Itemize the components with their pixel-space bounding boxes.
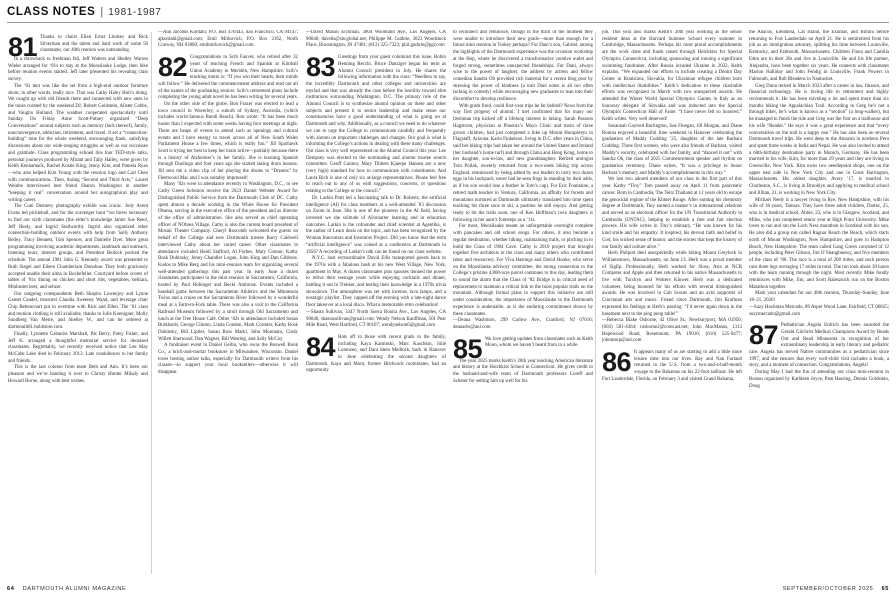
note-paragraph: We lost two adored members of our class in the first part of this year. Kathy “Tiny” Tom passed away on April 11 from pancreatic cancer. Born in Cambodia, The Teitz Thailand at 12 years old to escape the genocidal regime of the Khmer Rouge. After earning his chemistry degree at Dartmouth, Tiny earned a master’s in international relations and served as an electoral officer for the UN Transitional Authority in Cambodia (UNTAC), helping to establish a free and fair election process. His wife writes in Tiny’s obituary, “He was known for his kind smile and his empathy. It inspired, his devout faith and belief in God, his wicked sense of humor, and the stories that kept the history of our family and culture alive.” — [602, 177, 742, 250]
byline-paragraph: job. This year also marks Keith’s 20th year working as the senior resident dean at the Harvard Summer School every summer in Cambridge, Massachusetts. Perhaps his most proud accomplishments are the work done and funds raised through Hotchkiss for Special Olympics Connecticut, including sponsoring and running a significant swimming fundraiser. After Russia invaded Ukraine in 2022, Keith explains, “We expanded our efforts to include creating a Denim Day Center in Bratislava, Slovakia, for Ukrainian refugee children born with intellectual disabilities.” Keith’s dedication to these charitable efforts was recognized in March with two unexpected awards. He attended the Winter World Special Olympics Games in Italy as an honorary delegate of Slovakia and was inducted into the Special Olympics Connecticut Hall of Fame. “I have never felt so honored,” Keith writes. Very well deserved! — [602, 30, 742, 123]
column-6 — [749, 30, 889, 578]
entry-paragraph: Thanks to chairs Ellen Ernst Lindsey and Rick Silverman and the talent and hard work of some 50 classmates, our 40th reunion was outstanding. — [40, 35, 148, 54]
byline-paragraph: —Rebecca Blake Osborne, 42 Olive St., Newburyport, MA 01950; (603) 581-4364; rosborne2@comcast.net; John MacManus, 1313 Hopewood Road, Rosemount, PA 19010; (610) 525-9477; johnmacp@aol.com — [602, 318, 742, 344]
header-rule — [7, 22, 889, 23]
header-separator: | — [100, 6, 104, 18]
note-paragraph: Michael Neely is a lawyer living in Rye, New Hampshire, with his wife of 30 years, Tamara. They have three adult children, Dartez, 25, who is in medical school, Abbie, 23, who is in Glasgow, Scotland, and Miles, who just completed senior year at High Point University. Mike loves to run and ran the Loch Ness marathon in Scotland with his son. He also did a group run called Ragnar Reach the Beach, which starts north of Mount Washington, New Hampshire, and goes to Hampton Beach, New Hampshire. The team called Gang Green consisted of 12 people, including Peter Gibson, Jim O’Shaughnessy, and five members of the class of ’86. The race is a total of 200 miles, and each person runs three legs averaging 17 miles in total. The run took about 30 hours with the team running through the night. Most recently Mike fondly reminisces with Mike, Jim, and Scott Ralesznick run on the Boston Marathon together. — [749, 197, 889, 290]
class-year-numeral: 83 — [306, 52, 336, 83]
class-years-range: 1981-1987 — [108, 6, 162, 18]
byline-paragraph: to reconnect and reminisce, though in the thrill of the moment they were unable to introduce their new grads—more than enough for a future mini reunion in Turkey perhaps? For Dani’s son, Gabriel, among the highlights of the Dartmouth experience was the occasion workshop at the Hop, where he discovered a transformative creative outlet and forged strong, sometimes unexpected friendships. For Dani, always wise to the power of laughter, the address by actress and fellow comedian Sandra Oh provided rich material for a recent blog post by stressing the power of kindness (a trait Dani notes is all too often lacking in comedy) while encouraging new graduates to lean into their discomfort to develop resilience. — [453, 30, 593, 103]
note-paragraph: During May I had the fun of attending our class mini-reunion in Boston organized by Kathleen Joyce, Pam Haering, Dennis Goldstein, Doug — [749, 370, 889, 389]
section-header — [7, 4, 161, 20]
note-paragraph: N.Y.C. host extraordinaire David Ellis transported guests back to the 1970s with a fabulous bash at his new West Village, New York, apartment in May. A dozen classmates plus spouses donned the power to relive their teenage years while enjoying cocktails and dinner, battling it out in Trekker, and testing their knowledge in a 1970s trivia showdown. The atmosphere was set with incense, lava lamps, and a nostalgic playlist. They capped off the evening with a late-night dance floor takeover at a local disco. What a memorable retro celebration! — [306, 256, 446, 309]
byline-paragraph: —Deana Washburn, 299 Carlow Ave., Cranford, NJ 07016; deanadw@aol.com — [453, 318, 593, 330]
note-paragraph: The ‘81 tent was like the set from a high-end outdoor furniture shoot, in other words, really nice. That was Cathy Haley Hoit’s doing. We caught up with old friends there and connected with new ones in the tunes curated by the weekend DJ, Robert Goldstein, Alister Cobbs, and Vaughn Holland. The weather cooperated spectacularly until Sunday. On Friday Anne Scott-Putney organized “Deep Conversations” around subjects such as memory (lack thereof), family, nonconvergence, addiction, retirement, and travel. It set a “connection-building” tone for the whole weekend, encouraging frank, satisfying discussions about our wide-ranging struggles as well as our successes and gratitude. Class programming echoed this four TED-style talks, personal journeys produced by Mirant and Tally Halley, were given by Keith Kennamack, Rachel Kostie King, Jenny Kim, and Pamela Ryan—who also helped Kim Young with the reunion logo and Carl Chen with communications. Then, during “Second and Third Acts,” Laurel Weinbe interviewed best friend Sharon Washington in another “keeping it real” conversation around her autographical play and writing career. — [8, 83, 148, 203]
class-year-numeral: 82 — [158, 52, 188, 83]
note-paragraph: For most, Moosilauke meant an unforgettable overnight complete with pancakes and old school songs. For others, it also became a regular destination, whether hiking, maintaining trails, or pitching in to build the Class of 1984 Cave. Cathy is 2010 project that brought together five architects in the class and many others who contributed labor and resources). For Viva Hastings and David Hooke, who serve on the Moosilauke advisory committee, the strong connection to the College’s pristine 4,800-acre parcel continues to this day, leading them to sound the alarm that the Class of ‘82 Bridge is in critical need of replacement to maintain a critical link to the most popular trails on the mountain. Although formal plans to support this initiative are still under consideration, the importance of Moosilauke to the Dartmouth experience is undeniable, as is the enduring commitment shown by these classmates. — [453, 224, 593, 317]
left-page-number: 64 — [7, 586, 15, 592]
column-5 — [602, 30, 742, 578]
note-paragraph: The Cum Dermery photography exhibit was iconic. Jody Avent Evans led pickleball, and for the scavenger hunt “we threw necessary to find our sixth classmates (the elder’s knowledge Jamie Sue Reed, Jeff Healy, and Ingrid Stallworth). Ingrid also organized other connection-building outdoor events with help from Sally Anthony Reiley, Tracy Bennett, Tom Spencer, and Danielle Dyer. More great programming involving academic departments, landmark and outreach, listening tours, interest groups, and President Beilock pocked the schedule. The annual 1981 John G. Kennedy award was presented to Ruth Siegel and Eileen Chamberlain Donohue. They both graciously accepted unable their alma in Rockefeller. Courtyard before scores of tables of ‘81s dining on chicken and short ribs, vegetables, beltiara, Mlohnstet beer, and seltzer. — [8, 204, 148, 290]
note-paragraph: This is the last column from team Beth and Ann. It’s been our pleasure and we’re handing it over to Christy Hunter Mihaly and Howard Horne, along with best wishes. — [8, 365, 148, 384]
column-3 — [306, 30, 446, 578]
note-paragraph: Finally, Lynnette Cabaniss Marshall, Pat Berry, Patsy Fisher, and Jeff K. arranged a thoughtful memorial service for deceased classmates. Regrettably, we recently received notice that Lee May McCabe Lake died in February 2013. Late condolences to her family and friends. — [8, 331, 148, 364]
footer-left — [7, 586, 132, 592]
footer-right — [777, 586, 889, 592]
entry-paragraph: Greetings from your guest columnist this issue, Robin Henning Recchi. Bruce Danziger began his term as Alumni Council president in July. He shares the following information with the class: “Needless to say, the incredibly Dartmouth and other colleges and universities are myriad and that was already the case before the hostility toward elite institutions surrounding Washington, D.C. The primary role of the Alumni Council is to synthesize alumni opinion on these and other subjects and present it to senior leadership and make sense our constituencies have a good understanding of what is going on at Dartmouth and why. Additionally, as a council we need to do whatever we can to urge the College to communicate candidly and frequently with alumni on important challenges and changes. Our goal is what is informing the College’s actions in dealing with these many challenges. Our class is very well represented on the Alumni Council this year: Lee Dempsey was elected to the nominating and alumni trustee search committee. Geoff Connor, Mary Tibbets Kjaerpe Hansen are a new (very high) standard for how to communicate with constituents. And Laura Rich is one of only six at-large representatives. Please feel free to reach out to any of us with suggestions, concerns, or questions relating to the College or the council.” — [306, 55, 446, 195]
class-entry-84 — [306, 331, 446, 375]
column-4 — [453, 30, 593, 578]
column-divider — [151, 32, 152, 574]
note-paragraph: With grads fired, could first-year trips be far behind? News from the way first progeny of alumni: I met confirmed that for many our freshman trip kicked off a lifelong interest in hiking. Sarah Pearson Hagstrom, physician at Phoenix’s Mayo Clinic and mom of three grown children, had just completed a hike up Mount Humphreys in Flagstaff, Arizona. Karin Finkelson, living in D.C. after years in China, said her hiking trips had taken her around the United States and Ireland (her husband’s home turf) and through China and Hong Kong, home to her daughter, son-in-law, and new granddaughter. Retired urologist Tom Pollak, recently returned from a two-week hiking trip across England, reminisced by being added by our leaders to carry two dozen eggs in his backpack, never had he seen frogs in standing by their adds, as if his son would lose a feather in Tom’s cap). For Eric Fountaine, a retired math teacher in Ventura, California, an affinity for forests and mountains nurtured at Dartmouth ultimately translated into time spent teaching his three sons to ski, a pastime he still enjoys. And getting ready to hit the trails soon, one of Ken Hoffman’s twin daughters is following in her aunt’s footsteps as a ’11s. — [453, 103, 593, 223]
class-year-numeral: 87 — [749, 320, 779, 351]
publication-name: DARTMOUTH ALUMNI MAGAZINE — [22, 586, 127, 592]
class-year-numeral: 86 — [602, 347, 632, 378]
entry-paragraph: Pediatrician Angela Erdrich has been awarded the Gerald Gilchrist Medical Champions Award by Beads Out and Read Minnesota in recognition of her extraordinary leadership in early literacy and pediatric care. Angela has served Native communities as a pediatrician since 1997, and she ensures that every well-child visit includes a book, a story, and a moment of connection. Congratulations, Angela! — [749, 323, 889, 369]
byline-paragraph: the Abacos, Eleuthera, Cat Island, the Exumas, and Bimini before returning to Fort Lauderdale on April 21. He is semiretired from his job as an immigration attorney, splitting his time between Louisville, Kentucky, and Falmouth, Massachusetts. Children Fiona and Camilla Eden are in their 20s and live in Louisville. He and his life partner, Alejandra, have been together six years. He connects with classmates Marion Halliday and John Fendig in Louisville, Frank Powers in Falmouth, and Rob Bleadens in Nantucket. — [749, 30, 889, 82]
note-paragraph: Susannah Gaylord Burlington, Sue Finegan, Jill Morgan, and Diane Bonina enjoyed a beautiful June weekend in Hanover celebrating the graduation of Maddy Codding ’25, daughter of the late Barbara Codding. Three first women, who were also friends of Barbara, visited Maddy’s sorority, celebrated with her family, and “danced it out” with Sandra Oh, the class of 2025 Commencement speaker and rhythm on graduation ceremony. Diane writes, “It was a privilege to honor Barbara’s memory and Maddy’s accomplishments in this way.” — [602, 123, 742, 176]
class-year-numeral: 81 — [8, 32, 38, 62]
note-paragraph: In a throwback to freshman fall, Jeff Walters and Shelley Warren Wieler arranged for ‘81s to stay at the Moosilauke Lodge, then hike before reunion events started. Jeff later presented his revealing class survey. — [8, 57, 148, 83]
note-paragraph: Our outgoing corespondents Beth Shapiro Lowenjoy and Lynne Gamet Caudel, treasurer Claudia Sweeney Wand, and leverage chair Chip Bettencourt put in overtime with Rick and Ellen. The ‘81 class and reunion clothing is still available, thanks to Julie Koenigner, Molly Sundberg Van Metre, and Shelley W., and can be ordered at dartmouth81.holdstore.com. — [8, 291, 148, 331]
class-year-numeral: 84 — [306, 331, 336, 362]
class-year-numeral: 85 — [453, 333, 483, 364]
class-entry-87 — [749, 320, 889, 370]
class-entry-81 — [8, 32, 148, 62]
note-paragraph: Mark your calendars for our 40th reunion, Thursday–Sunday, June 18–21, 2026! — [749, 291, 889, 304]
entry-paragraph: Hats off to those with recent grads in the family, including Kaya Kaminski, Marc Kaschkin, Julie Lorenzen, and Dani Stein Medlock, back in Hanover in June celebrating the second daughters of Dartmouth. Kaya and Mom, former Hitchcock roommates, had an opportunity — [306, 334, 446, 374]
class-entry-82 — [158, 52, 298, 102]
class-entry-85 — [453, 333, 593, 364]
note-paragraph: On the other side of the globe, Bon Frazer was elected to lead a town council in Waverley, a suburb of Sydney, Australia, (which includes world-famous Bondi Beach). Bon wrote: “It has been much busier than I expected with some weeks having four meetings at night. There are heaps of events to attend such as openings and cultural events and I have energy to travel across all of New South Wales Parliament House a few times, which is really fun.” Jill Sparhawk Scott is trying her best to keep her brain active—partially because there is a history of Alzheimer’s in her family. She is learning Spanish through Duolingo and four years ago she started taking drum lessons. Jill sent me a video clip of her playing the drums to “Dreams” by Fleetwood Mac and I was suitably impressed! — [158, 102, 298, 181]
right-page-number: 65 — [881, 586, 889, 592]
column-1 — [8, 30, 148, 578]
section-title: CLASS NOTES — [7, 6, 96, 18]
entry-paragraph: Congratulations to Scib Fauver, who retired after 32 years of teaching French and Spanish at Kimball Union Academy in Meriden, New Hampshire. Scib’s teaching motto is: “If you win their hearts, their minds will follow.” He delivered the commencement address and read out all of the names of the graduating seniors. Scib’s retirement plans include completing the young adult novel he has been writing for several years. — [158, 55, 298, 101]
page-footer — [7, 583, 889, 595]
note-paragraph: Dr. Larkin Pratt led a fascinating talk to Dr. Roberts, the artificial intelligence (AI) for class members at a well-attended ’83 discussion on Zoom in June. She is one of the pioneers in the AI field, having invested we she solitude of AI/smarter learning and in education outcomes. Larkin is the cofounder and chief scientist at Agentika, is the author of Learn deals on the topic, and has been recognized by the Woman Innovators and Inventors Project. Did you know that the term “artificial intelligence” was coined at a conference at Dartmouth in 1956? A recording of Larkin’s talk can be found on our class website. — [306, 195, 446, 255]
class-entry-86 — [602, 347, 742, 384]
note-paragraph: The year 2025 marks Keith’s 20th year teaching American literature and history at the Hotchkiss School in Connecticut. He gives credit to the husband-and-wife team of Dartmouth professors Loreff and Scherer for setting him up well for his — [453, 358, 593, 384]
entry-paragraph: We love getting updates from classmates such as Keith Moon, whom we haven’t heard from in a while. — [485, 336, 593, 349]
note-paragraph: A fundraiser event in Daniel Gellin, who owns the Boswell Book Co., a brick-and-mortar bookstore in Milwaukee, Wisconsin. Daniel loves hosting author talks, especially for Dartmouth writers from his classes—so support your local booksellers—otherwise it will disappear. — [158, 343, 298, 376]
issue-date: SEPTEMBER/OCTOBER 2025 — [782, 586, 874, 592]
byline-paragraph: —Suzy Hochman Mercado, 89 Asper Wood Lane, Fairfield, CT 06825; suzymercado@gmail.com — [749, 304, 889, 317]
entry-paragraph: It appears many of us are starting to add a little more leisure time into our lives. Ray and Nan Farland returned to the U.S. from a two-and-a-half-month voyage to the Bahamas on his 22-foot sailboat. He left Fort Lauderdale, Florida, on February 3 and visited Grand Bahama, — [602, 350, 742, 382]
note-paragraph: Herb Philpott died unexpectedly while hiking Mount Greylock in Williamstown, Massachusetts, on June 13. Herb was a proud member of SigEp. Professionally, Herb worked for Sloss, Atra at NCR Computer and Apple and then returned to his native Massachusetts to live with Turchyn and Wolters Kluwer. Herb was a dedicated volunteer, being honored for his efforts with several distinguished awards. He was involved in Cub Scouts and an avid supporter of Cincinnati arts and music. Friend since Dartmouth, Jim Krafman expressed his feelings at Herb’s passing: “I’d never again down in the basement next to the ping pong table!” — [602, 251, 742, 317]
column-divider — [595, 32, 596, 574]
note-paragraph: Many ‘82s were in attendance recently in Washington, D.C., to see Cathy Green Solomon receive the 2023 Daniel Webster Award for Distinguished Public Service from the Dartmouth Club of DC. Cathy spent almost a decade working in the White House for President Obama, serving in the executive office of the president and as director of the office of administration. She also served as chief operating officer of NObrea Village. Cathy is also the current board president of Mosaic Theater Company. Cheryl Roscomb welcomed the guests on behalf of the College and new Dartmouth trustee Barry Caldwell interviewed Cathy about her varied career. Other classmates in attendance included Heidi Stafford, Al Forbes, Mary Connor, Kathy Bosk Dubinsky, Jenny Chandler Logan, John King and Dan Gibbons. Kudos to Mike Berg and his mini-reunion team for organizing several well-attended gatherings this past year. In early June a dozen classmates participated in the mini-reunion in Sacramento, California, hosted by Paul Hobinger and Becki Ambrose. Events included a baseball game between the Sacramento Athletics and the Minnesota Twins and a cruise on the Sacramento River followed by a wonderful meal at a Farm-to-Fork table. There was also a visit to the California Railroad Museum followed by a stroll through Old Sacramento and lunch at the Tree House Café. Other ‘82s in attendance included Susan Burkhardt, George Clinton, Linda Condon, Mark Cormier, Kathy Bosk Dubinsky, Bill Liptiet, Susan Ross Markl, John Mountain, Cindy Willett Sherwood, Dan Wagner, Bill Westing, and Sally McCoy. — [158, 182, 298, 342]
note-paragraph: Greg Dunn retired in March 2023 after a career in law, finance, and financial technology. He is loving life in retirement and highly recommends it. He has been traveling a lot and spent more than six months hiking the Appalachian Trail. According to Greg he’s not a through hiker, he’s what is known as a “section” (a long-walker), but he managed to finish the ride and Greg was the first on a trailhouse and his wife “Reader.” He says it was a great experience and that “every conversation on the trail is a happy one.” He has also been on several Dartmouth travel trips. He went deep to the Amazon in northern Peru and spent three weeks in India and Nepal. He was also invited to attend a 60th-birthday destination party in Munich, Germany. He has been married to his wife, Kim, for more than 29 years and they are living in Greenville, New York. Kim owns two needlepoint shops, one on the upper east side in New York City and one in Great Barrington, Massachusetts. His oldest daughter, Avery ’17, is married in Charleston, S.C., is living in Brooklyn and applying to medical school and Jillian, 21, is working in New York City. — [749, 83, 889, 196]
class-entry-83 — [306, 52, 446, 196]
column-2 — [158, 30, 298, 578]
byline-paragraph: —David Mason Eichman, 3004 Woodland Ave., Los Angeles, CA 90046; davelis@sbcglobal.net; Philippe M. Guthrie, 3023 Woodstock Place, Bloomington, IN 47401; (812) 325-7323; phil.guthrie@pgr.com — [306, 30, 446, 49]
byline-paragraph: —Shasta Sullivan, 3347 North Sierra Bonita Ave., Los Angeles, CA 90046; shastasullivan@gmail.com; Wendy Nelson Kauffman, 501 Pear Mile Road, West Hartford, CT 06107; wendynelson6@gmail.com — [306, 309, 446, 329]
byline-paragraph: —Ann Jacobus Kordahl, P.O. Box 470443, San Francisco, CA 94147; ajkordahl@gmail.com; Emil Mirkovich, P.O. Box 2162, North Conway, NH 03860; emilmirkovich@gmail.com — [158, 30, 298, 49]
